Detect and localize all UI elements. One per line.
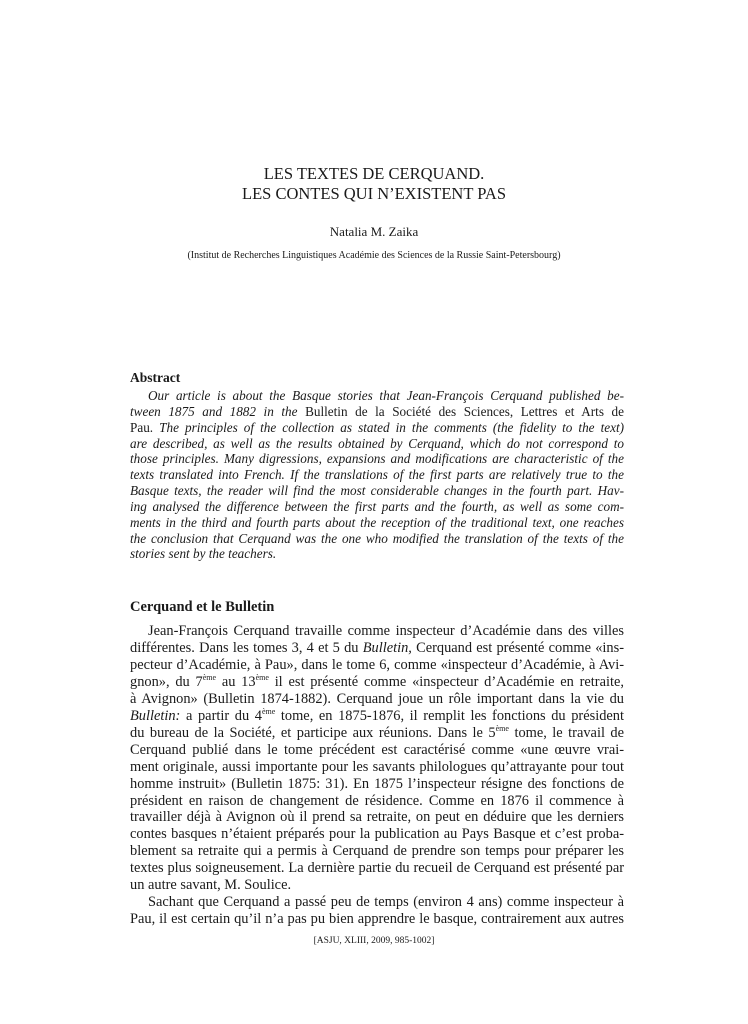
- abstract-heading: Abstract: [130, 370, 181, 385]
- abstract-line: Our article is about the Basque stories that Jean-François Cerquand published be-: [148, 388, 624, 403]
- body-italic-title: Bulletin:: [130, 707, 181, 724]
- abstract-line: Basque texts, the reader will find the most considerable changes in the fourth part. Hav-: [130, 483, 624, 499]
- author-affiliation: (Institut de Recherches Linguistiques Académie des Sciences de la Russie Saint-Petersbourg): [187, 250, 561, 261]
- section-heading: Cerquand et le Bulletin: [130, 599, 275, 615]
- body-segment: il est présenté comme «inspecteur d’Académie en retraite,: [274, 673, 624, 690]
- superscript: ème: [261, 706, 276, 716]
- abstract-line: ments in the third and fourth parts about the reception of the traditional text, one reaches: [130, 514, 624, 530]
- body-line: [130, 708, 624, 725]
- abstract-line: texts translated into French. If the translations of the first parts are relatively true to the: [130, 467, 624, 483]
- body-line: [130, 640, 624, 657]
- abstract-line: ing analysed the difference between the first parts and the fourth, as well as some com-: [130, 498, 624, 514]
- article-title: [0, 164, 748, 204]
- body-line: pecteur d’Académie, à Pau», dans le tome 6, comme «inspecteur d’Académie, à Avi-: [130, 656, 624, 673]
- body-segment: Cerquand est présenté comme «ins-: [416, 639, 624, 656]
- body-segment: gnon», du 7: [130, 673, 203, 690]
- body-line: Jean-François Cerquand travaille comme inspecteur d’Académie dans des villes: [148, 623, 624, 639]
- body-segment: différentes. Dans les tomes 3, 4 et 5 du: [130, 639, 359, 656]
- body-line: Cerquand publié dans le tome précédent est caractérisé comme «une œuvre vrai-: [130, 741, 624, 758]
- abstract-line: those principles. Many digressions, expansions and modifications are characteristic of the: [130, 451, 624, 467]
- abstract-line: the conclusion that Cerquand was the one who modified the translation of the texts of the: [130, 530, 624, 546]
- title-line-2: LES CONTES QUI N’EXISTENT PAS: [241, 184, 507, 203]
- abstract-segment: The principles of the collection as stated in the comments (the fidelity to the text): [159, 419, 625, 435]
- body-segment: a partir du 4: [185, 707, 262, 724]
- body-segment: tome, le travail de: [514, 724, 625, 741]
- body-line: contes basques n’étaient préparés pour la publication au Pays Basque et c’est proba-: [130, 826, 624, 843]
- abstract-line: [130, 420, 624, 436]
- abstract-segment: tween 1875 and 1882 in the: [130, 403, 298, 419]
- body-line: textes plus soigneusement. La dernière partie du recueil de Cerquand est présenté par: [130, 860, 624, 877]
- author-name: Natalia M. Zaika: [329, 224, 419, 239]
- body-segment: tome, en 1875-1876, il remplit les fonctions du président: [280, 707, 624, 724]
- superscript: ème: [202, 672, 217, 682]
- abstract-text: [130, 388, 624, 562]
- abstract-line: are described, as well as the results obtained by Cerquand, which do not correspond to: [130, 435, 624, 451]
- body-line: [130, 674, 624, 691]
- abstract-line: [130, 404, 624, 420]
- body-line: ment originale, aussi importante pour les savants philologues qu’attrayante pour tout: [130, 758, 624, 775]
- body-line: Pau, il est certain qu’il n’a pas pu bien apprendre le basque, contrairement aux autres: [130, 911, 624, 928]
- body-line: un autre savant, M. Soulice.: [130, 877, 292, 894]
- abstract-line: stories sent by the teachers.: [130, 546, 277, 562]
- body-line: homme instruit» (Bulletin 1875: 31). En 1875 l’inspecteur résigne des fonctions de: [130, 775, 624, 792]
- section-body: [130, 623, 624, 928]
- body-segment: au 13: [221, 673, 256, 690]
- abstract-segment: Pau.: [130, 419, 154, 435]
- body-line: blement sa retraite qui a permis à Cerquand de prendre son temps pour préparer les: [130, 843, 624, 860]
- superscript: ème: [495, 723, 509, 733]
- body-line: président en raison de changement de résidence. Comme en 1876 il commence à: [130, 792, 624, 809]
- body-line: [130, 725, 624, 742]
- abstract-journal-name: Bulletin de la Société des Sciences, Lettres et Arts de: [305, 403, 624, 419]
- page-footer-citation: [ASJU, XLIII, 2009, 985-1002]: [313, 936, 435, 946]
- body-line: à Avignon» (Bulletin 1874-1882). Cerquand joue un rôle important dans la vie du: [130, 690, 624, 707]
- title-line-1: LES TEXTES DE CERQUAND.: [263, 164, 485, 183]
- body-line: Sachant que Cerquand a passé peu de temps (environ 4 ans) comme inspecteur à: [148, 894, 624, 911]
- body-line: travailler déjà à Avignon où il prend sa retraite, on peut en déduire que les derniers: [130, 809, 624, 826]
- body-italic-title: Bulletin,: [362, 639, 412, 656]
- superscript: ème: [255, 672, 269, 682]
- body-segment: du bureau de la Société, et participe aux réunions. Dans le 5: [130, 724, 496, 741]
